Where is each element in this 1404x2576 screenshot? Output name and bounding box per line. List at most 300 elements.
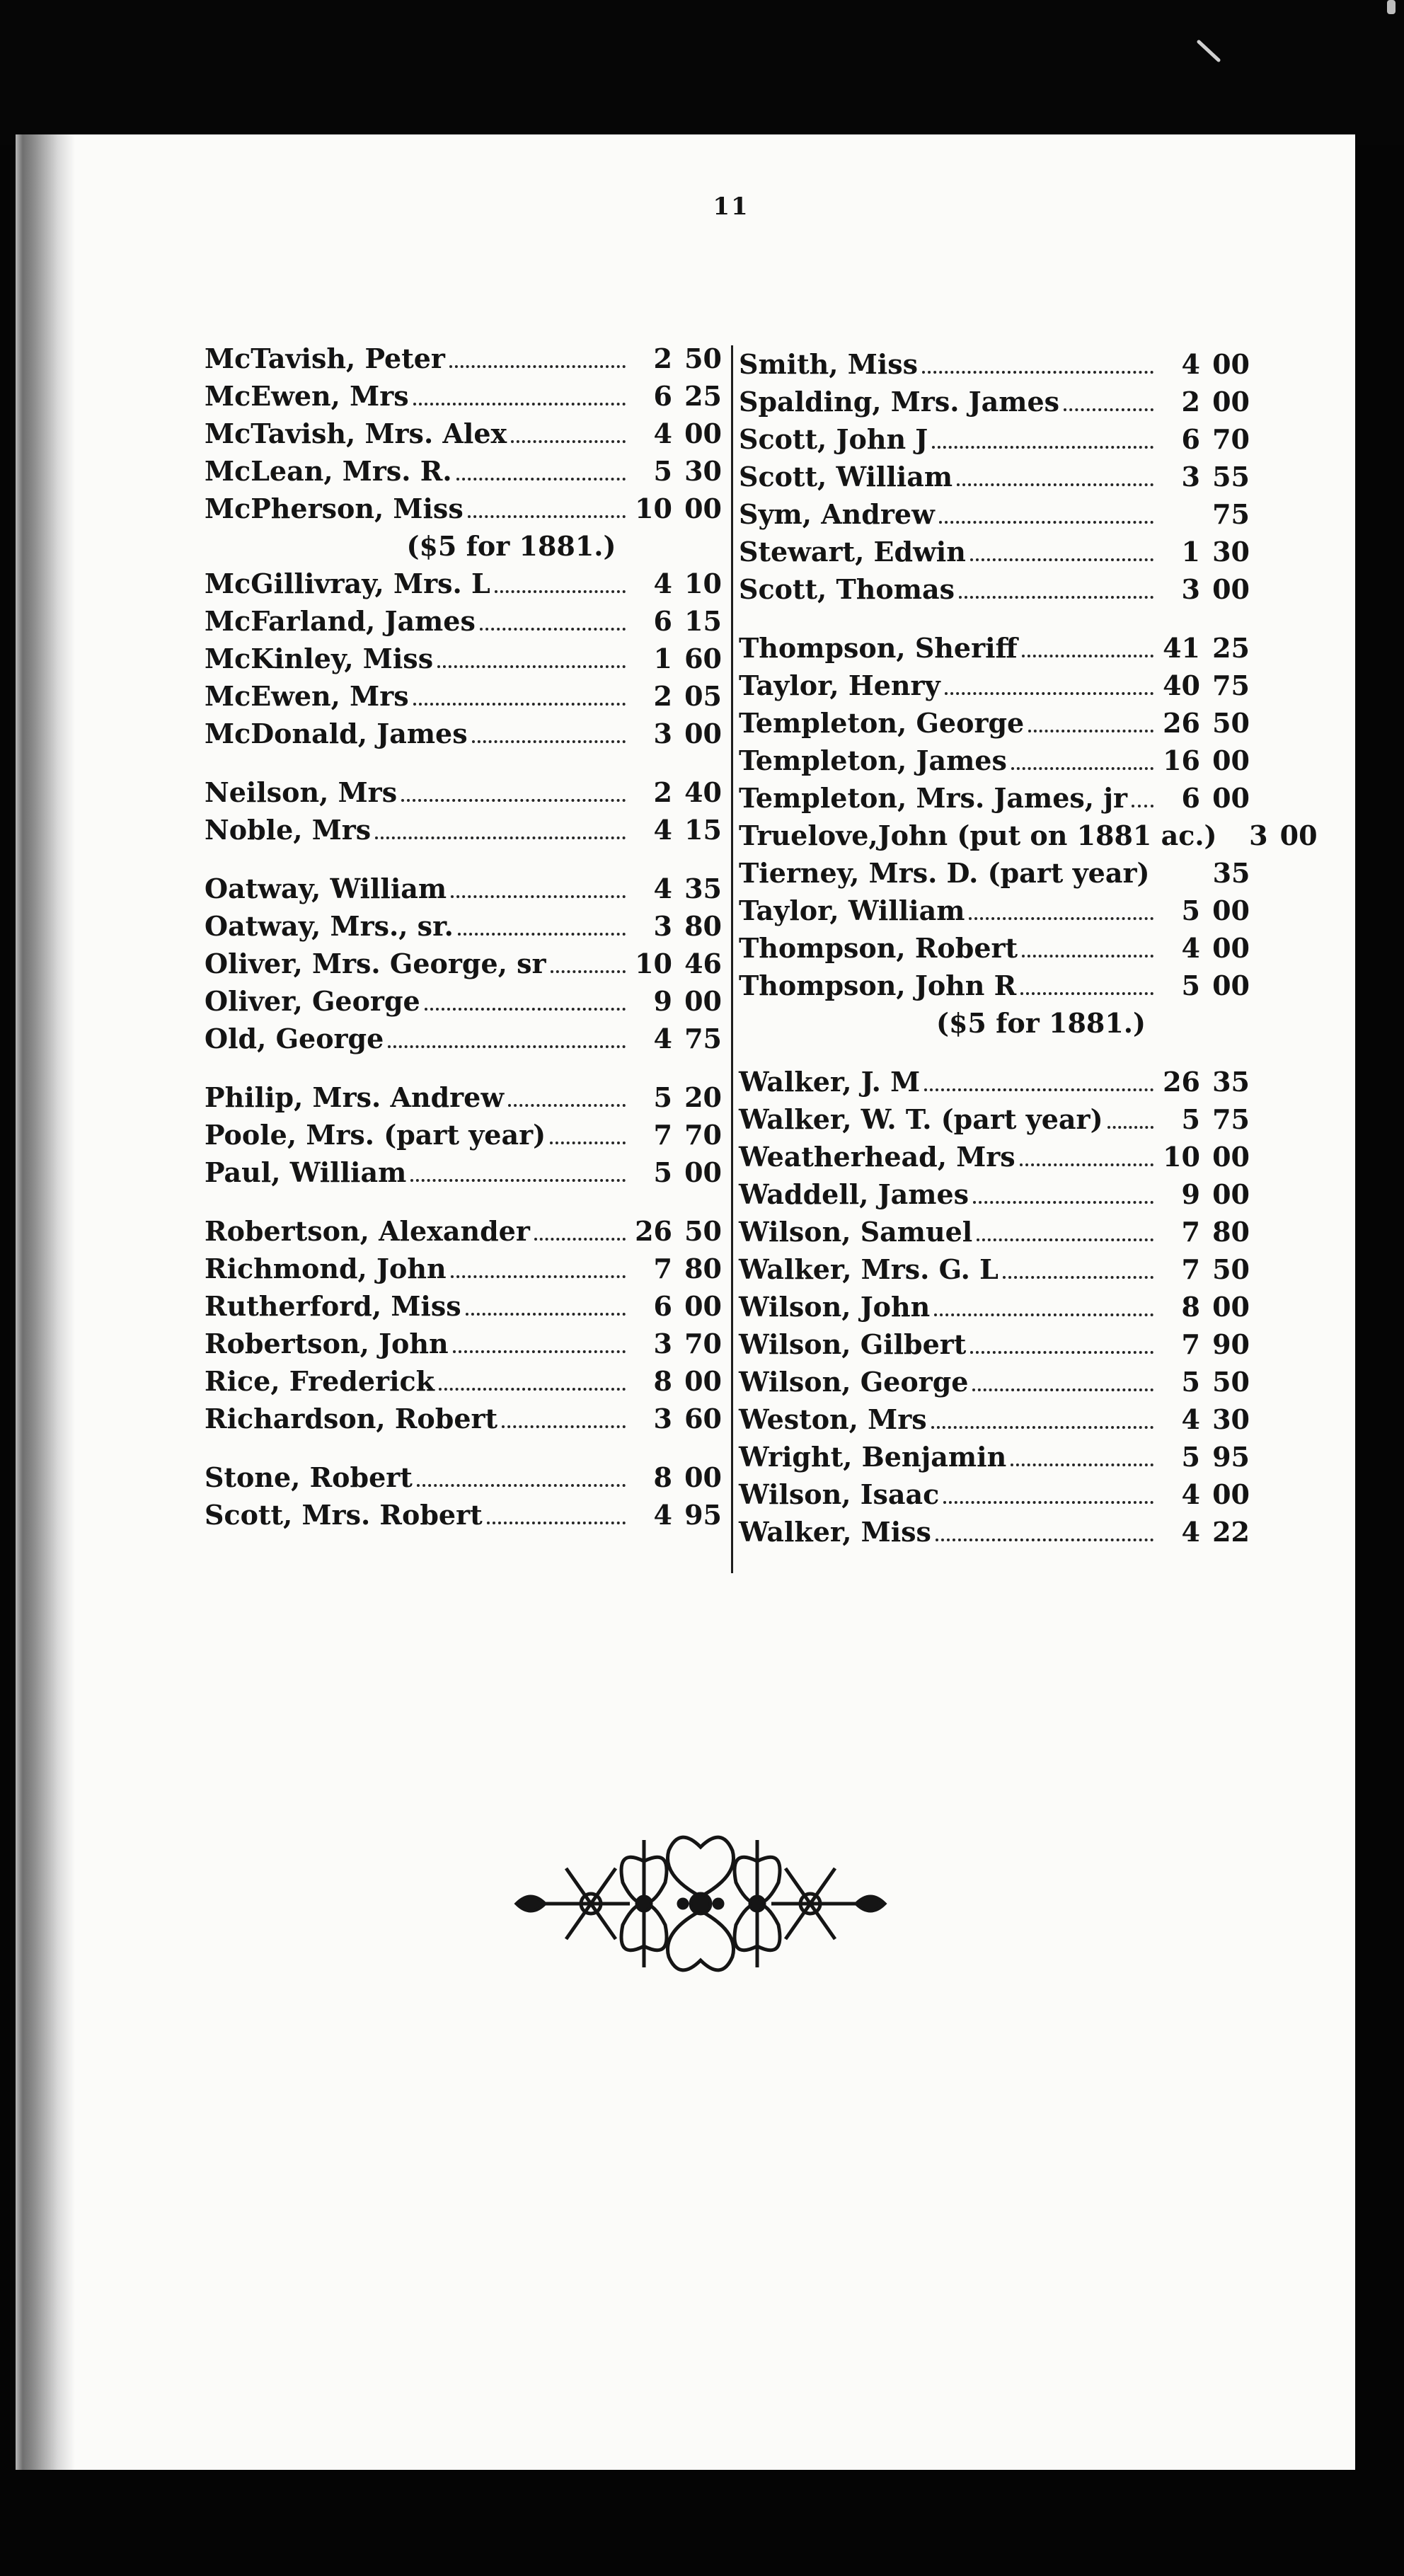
- dot-leader: [502, 1418, 626, 1428]
- subscriber-name: Richardson, Robert: [205, 1403, 498, 1434]
- amount-dollars: 4: [653, 568, 672, 599]
- amount-cents: 70: [684, 1119, 722, 1151]
- amount-dollars: 5: [653, 1081, 672, 1113]
- subscriber-name: Taylor, William: [739, 895, 965, 926]
- amount-cents: 00: [1212, 895, 1250, 926]
- amount-dollars: 3: [1249, 820, 1268, 851]
- scan-background: [0, 0, 1404, 145]
- amount-cents: 00: [1212, 1291, 1250, 1323]
- subscriber-row: [202, 1459, 722, 1496]
- amount-dollars: 10: [635, 948, 672, 979]
- subscriber-row: [202, 1154, 722, 1191]
- amount-cents: 70: [684, 1328, 722, 1359]
- subscriber-name: Walker, J. M: [739, 1066, 921, 1098]
- subscriber-name: Robertson, John: [205, 1328, 449, 1359]
- dot-leader: [401, 792, 626, 802]
- amount-dollars: 4: [653, 1023, 672, 1054]
- amount-cents: 00: [1212, 573, 1250, 605]
- dot-leader: [417, 1477, 626, 1487]
- subscriber-row: [733, 967, 1250, 1004]
- dot-leader: [957, 476, 1153, 486]
- subscriber-name: Oatway, William: [205, 873, 447, 904]
- scan-artifact-icon: [1196, 39, 1221, 64]
- subscriber-row: [202, 1116, 722, 1154]
- amount-cents: 80: [684, 1253, 722, 1284]
- amount-cents: 95: [1212, 1441, 1250, 1473]
- dot-leader: [924, 1081, 1153, 1091]
- subscriber-name: Oliver, Mrs. George, sr: [205, 948, 546, 979]
- amount-cents: 35: [1212, 857, 1250, 889]
- subscriber-name: McTavish, Peter: [205, 343, 445, 374]
- subscriber-name: Old, George: [205, 1023, 384, 1054]
- amount-cents: 05: [684, 680, 722, 712]
- amount-cents: 35: [1212, 1066, 1250, 1098]
- subscriber-name: McDonald, James: [205, 718, 468, 749]
- dot-leader: [973, 1194, 1153, 1204]
- amount-cents: 50: [1212, 707, 1250, 739]
- amount-dollars: 7: [1181, 1253, 1200, 1285]
- subscriber-row: [733, 629, 1250, 667]
- amount-cents: 00: [684, 1365, 722, 1397]
- subscriber-row: [202, 602, 722, 640]
- subscriber-row: [202, 565, 722, 602]
- amount-dollars: 9: [1181, 1178, 1200, 1210]
- amount-cents: 50: [684, 343, 722, 374]
- subscriber-row: [733, 458, 1250, 495]
- subscriber-row: [202, 1212, 722, 1250]
- amount-cents: 25: [684, 380, 722, 412]
- amount-cents: 25: [1212, 632, 1250, 664]
- subscriber-row: [733, 345, 1250, 383]
- dot-leader: [458, 926, 626, 936]
- scan-corner-mark: [1387, 0, 1396, 14]
- amount-cents: 00: [1212, 386, 1250, 418]
- subscriber-name: Wilson, George: [739, 1366, 969, 1398]
- amount-cents: 00: [684, 493, 722, 524]
- amount-dollars: 5: [1181, 895, 1200, 926]
- dot-leader: [931, 1419, 1153, 1429]
- amount-dollars: 26: [1163, 1066, 1200, 1098]
- dot-leader: [487, 1514, 626, 1524]
- subscriber-name: Weatherhead, Mrs: [739, 1141, 1015, 1173]
- note-text: ($5 for 1881.): [936, 1007, 1146, 1039]
- dot-leader: [456, 471, 626, 481]
- amount-dollars: 8: [1181, 1291, 1200, 1323]
- note-text: ($5 for 1881.): [406, 530, 616, 562]
- subscriber-name: McFarland, James: [205, 605, 476, 637]
- amount-dollars: 1: [653, 643, 672, 674]
- amount-dollars: 8: [653, 1365, 672, 1397]
- amount-dollars: 7: [1181, 1328, 1200, 1360]
- amount-dollars: 10: [1163, 1141, 1200, 1173]
- amount-cents: 00: [1279, 820, 1318, 851]
- subscriber-row: [202, 1079, 722, 1116]
- page-number: 11: [713, 192, 749, 221]
- dot-leader: [468, 508, 626, 518]
- amount-dollars: 1: [1181, 536, 1200, 568]
- dot-leader: [375, 829, 626, 839]
- dot-leader: [1064, 401, 1153, 411]
- amount-dollars: 5: [653, 1156, 672, 1188]
- subscriber-name: Thompson, Robert: [739, 932, 1018, 964]
- amount-cents: 00: [1212, 782, 1250, 814]
- subscriber-row: [733, 1326, 1250, 1363]
- amount-cents: 30: [684, 455, 722, 487]
- dot-leader: [922, 364, 1153, 374]
- subscriber-name: Wilson, John: [739, 1291, 931, 1323]
- amount-dollars: 4: [653, 1499, 672, 1531]
- amount-cents: 30: [1212, 536, 1250, 568]
- amount-dollars: 4: [1181, 932, 1200, 964]
- dot-leader: [932, 439, 1153, 449]
- amount-cents: 60: [684, 643, 722, 674]
- subscriber-row: [733, 1363, 1250, 1401]
- subscriber-name: Scott, Mrs. Robert: [205, 1499, 483, 1531]
- subscriber-name: Paul, William: [205, 1156, 407, 1188]
- dot-leader: [388, 1038, 626, 1048]
- subscriber-name: Spalding, Mrs. James: [739, 386, 1060, 418]
- amount-cents: 35: [684, 873, 722, 904]
- amount-dollars: 3: [653, 1328, 672, 1359]
- amount-dollars: 6: [653, 380, 672, 412]
- amount-cents: 00: [1212, 1178, 1250, 1210]
- dot-leader: [977, 1231, 1153, 1241]
- fleuron-ornament-icon: [510, 1819, 892, 1989]
- amount-cents: 75: [1212, 1103, 1250, 1135]
- subscriber-name: Scott, John J: [739, 423, 928, 455]
- amount-dollars: 3: [653, 910, 672, 942]
- amount-cents: 00: [1212, 1478, 1250, 1510]
- subscriber-name: Oliver, George: [205, 985, 420, 1017]
- amount-cents: 00: [1212, 1141, 1250, 1173]
- subscriber-row: [733, 1100, 1250, 1138]
- amount-cents: 75: [1212, 669, 1250, 701]
- subscriber-row: [202, 982, 722, 1020]
- subscriber-name: Oatway, Mrs., sr.: [205, 910, 454, 942]
- dot-leader: [943, 1494, 1153, 1504]
- subscriber-row: [202, 811, 722, 849]
- subscriber-row: [733, 1476, 1250, 1513]
- amount-dollars: 5: [1181, 1366, 1200, 1398]
- amount-cents: 00: [684, 1461, 722, 1493]
- dot-leader: [1022, 648, 1153, 657]
- amount-cents: 00: [1212, 744, 1250, 776]
- amount-dollars: 5: [653, 455, 672, 487]
- dot-leader: [959, 589, 1153, 599]
- subscriber-row: [733, 779, 1250, 817]
- amount-dollars: 2: [1181, 386, 1200, 418]
- subscriber-row: [733, 1401, 1250, 1438]
- dot-leader: [425, 1001, 626, 1011]
- subscriber-row: [202, 1325, 722, 1362]
- subscriber-row: [202, 340, 722, 377]
- dot-leader: [534, 1231, 626, 1241]
- subscriber-name: Rutherford, Miss: [205, 1290, 461, 1322]
- amount-dollars: 3: [653, 1403, 672, 1434]
- section-gap: [733, 1042, 1250, 1063]
- amount-dollars: 6: [1181, 782, 1200, 814]
- dot-leader: [936, 1531, 1153, 1541]
- dot-leader: [1028, 723, 1153, 732]
- subscriber-row: [202, 1287, 722, 1325]
- amount-cents: 55: [1212, 461, 1250, 493]
- amount-cents: 95: [684, 1499, 722, 1531]
- subscriber-row: [202, 1496, 722, 1534]
- subscriber-name: Walker, Miss: [739, 1516, 931, 1548]
- subscriber-row: [733, 1063, 1250, 1100]
- dot-leader: [550, 1134, 626, 1144]
- subscriber-row: [733, 929, 1250, 967]
- subscriber-name: Stone, Robert: [205, 1461, 413, 1493]
- subscriber-row: [733, 1138, 1250, 1175]
- section-gap: [202, 1437, 722, 1459]
- dot-leader: [1107, 1119, 1153, 1129]
- amount-cents: 70: [1212, 423, 1250, 455]
- amount-dollars: 7: [653, 1119, 672, 1151]
- amount-dollars: 6: [653, 605, 672, 637]
- amount-cents: 50: [1212, 1253, 1250, 1285]
- amount-cents: 00: [1212, 970, 1250, 1001]
- dot-leader: [472, 733, 626, 743]
- dot-leader: [495, 583, 626, 593]
- amount-cents: 50: [684, 1215, 722, 1247]
- subscriber-name: Scott, William: [739, 461, 953, 493]
- dot-leader: [508, 1097, 626, 1107]
- subscriber-name: Rice, Frederick: [205, 1365, 435, 1397]
- section-gap: [202, 1057, 722, 1079]
- subscriber-name: Templeton, George: [739, 707, 1025, 739]
- dot-leader: [1003, 1269, 1153, 1279]
- amount-cents: 50: [1212, 1366, 1250, 1398]
- dot-leader: [1020, 985, 1153, 995]
- subscriber-name: Wilson, Samuel: [739, 1216, 973, 1248]
- dot-leader: [939, 514, 1153, 524]
- amount-cents: 60: [684, 1403, 722, 1434]
- amount-dollars: 5: [1181, 970, 1200, 1001]
- subscriber-name: McKinley, Miss: [205, 643, 434, 674]
- amount-cents: 00: [1212, 348, 1250, 380]
- dot-leader: [480, 621, 626, 631]
- subscriber-row: [733, 383, 1250, 420]
- dot-leader: [1011, 760, 1153, 770]
- amount-cents: 30: [1212, 1403, 1250, 1435]
- subscriber-name: Poole, Mrs. (part year): [205, 1119, 546, 1151]
- subscription-note: [733, 1004, 1250, 1042]
- dot-leader: [439, 1381, 626, 1391]
- amount-dollars: 5: [1181, 1103, 1200, 1135]
- subscriber-name: Noble, Mrs: [205, 814, 372, 846]
- amount-dollars: 7: [653, 1253, 672, 1284]
- amount-dollars: 4: [653, 814, 672, 846]
- dot-leader: [945, 685, 1153, 695]
- dot-leader: [1022, 948, 1153, 958]
- amount-dollars: 40: [1163, 669, 1200, 701]
- subscriber-row: [733, 854, 1250, 892]
- amount-cents: 00: [684, 1290, 722, 1322]
- subscriber-row: [202, 1400, 722, 1437]
- right-subscriber-column: [731, 345, 1318, 1573]
- amount-cents: 80: [1212, 1216, 1250, 1248]
- dot-leader: [969, 910, 1153, 920]
- subscriber-name: Walker, W. T. (part year): [739, 1103, 1103, 1135]
- subscriber-row: [733, 1513, 1250, 1551]
- subscriber-row: [202, 870, 722, 907]
- dot-leader: [437, 658, 626, 668]
- dot-leader: [466, 1306, 626, 1316]
- amount-dollars: 2: [653, 776, 672, 808]
- subscriber-name: Richmond, John: [205, 1253, 447, 1284]
- amount-cents: 00: [684, 418, 722, 449]
- subscriber-name: Sym, Andrew: [739, 498, 935, 530]
- amount-cents: 15: [684, 814, 722, 846]
- subscriber-row: [733, 1175, 1250, 1213]
- subscriber-row: [202, 677, 722, 715]
- dot-leader: [449, 358, 626, 368]
- dot-leader: [970, 1344, 1153, 1354]
- dot-leader: [934, 1306, 1153, 1316]
- subscriber-row: [733, 704, 1250, 742]
- subscriber-name: Robertson, Alexander: [205, 1215, 530, 1247]
- subscriber-row: [202, 377, 722, 415]
- dot-leader: [972, 1381, 1153, 1391]
- amount-dollars: 26: [635, 1215, 672, 1247]
- dot-leader: [410, 1172, 626, 1182]
- subscriber-row: [733, 1288, 1250, 1326]
- amount-cents: 00: [684, 718, 722, 749]
- amount-cents: 46: [684, 948, 722, 979]
- subscription-note: [202, 527, 722, 565]
- amount-cents: 10: [684, 568, 722, 599]
- subscriber-row: [202, 1020, 722, 1057]
- dot-leader: [551, 963, 626, 973]
- subscriber-name: Smith, Miss: [739, 348, 919, 380]
- section-gap: [202, 752, 722, 774]
- subscriber-row: [202, 490, 722, 527]
- subscriber-name: Tierney, Mrs. D. (part year): [739, 857, 1150, 889]
- subscriber-row: [733, 570, 1250, 608]
- amount-dollars: 9: [653, 985, 672, 1017]
- amount-cents: 00: [1212, 932, 1250, 964]
- subscriber-row: [202, 1250, 722, 1287]
- subscriber-row: [733, 742, 1250, 779]
- amount-cents: 75: [1212, 498, 1250, 530]
- section-gap: [202, 1191, 722, 1212]
- amount-dollars: 6: [653, 1290, 672, 1322]
- amount-dollars: 26: [1163, 707, 1200, 739]
- subscriber-name: Taylor, Henry: [739, 669, 940, 701]
- amount-dollars: 4: [653, 418, 672, 449]
- amount-dollars: 4: [1181, 1516, 1200, 1548]
- dot-leader: [511, 433, 626, 443]
- amount-cents: 90: [1212, 1328, 1250, 1360]
- subscriber-name: Templeton, Mrs. James, jr: [739, 782, 1128, 814]
- amount-dollars: 5: [1181, 1441, 1200, 1473]
- subscriber-row: [733, 1438, 1250, 1476]
- subscriber-name: Weston, Mrs: [739, 1403, 927, 1435]
- dot-leader: [1132, 798, 1153, 807]
- subscriber-row: [733, 420, 1250, 458]
- subscriber-row: [202, 1362, 722, 1400]
- dot-leader: [413, 396, 626, 406]
- subscriber-name: McGillivray, Mrs. L: [205, 568, 490, 599]
- amount-dollars: 3: [653, 718, 672, 749]
- amount-dollars: 4: [653, 873, 672, 904]
- subscriber-name: Philip, Mrs. Andrew: [205, 1081, 505, 1113]
- subscriber-row: [733, 1213, 1250, 1250]
- amount-dollars: 41: [1163, 632, 1200, 664]
- subscriber-name: McTavish, Mrs. Alex: [205, 418, 507, 449]
- subscriber-row: [202, 907, 722, 945]
- subscriber-row: [733, 667, 1250, 704]
- subscriber-name: Scott, Thomas: [739, 573, 955, 605]
- dot-leader: [413, 696, 626, 706]
- subscriber-row: [202, 452, 722, 490]
- page-edge-shadow: [16, 134, 75, 2470]
- amount-dollars: 2: [653, 343, 672, 374]
- amount-cents: 75: [684, 1023, 722, 1054]
- subscriber-name: Neilson, Mrs: [205, 776, 398, 808]
- subscriber-name: Truelove,John (put on 1881 ac.): [739, 820, 1217, 851]
- amount-dollars: 6: [1181, 423, 1200, 455]
- left-subscriber-column: [202, 340, 722, 1534]
- dot-leader: [451, 1268, 626, 1278]
- subscriber-name: Walker, Mrs. G. L: [739, 1253, 999, 1285]
- amount-dollars: 3: [1181, 573, 1200, 605]
- dot-leader: [451, 888, 626, 898]
- dot-leader: [1011, 1456, 1153, 1466]
- subscriber-name: McEwen, Mrs: [205, 680, 409, 712]
- subscriber-name: McPherson, Miss: [205, 493, 464, 524]
- subscriber-name: McLean, Mrs. R.: [205, 455, 452, 487]
- dot-leader: [970, 551, 1153, 561]
- amount-dollars: 7: [1181, 1216, 1200, 1248]
- amount-cents: 00: [684, 1156, 722, 1188]
- amount-dollars: 4: [1181, 1478, 1200, 1510]
- subscriber-name: Stewart, Edwin: [739, 536, 966, 568]
- dot-leader: [453, 1343, 626, 1353]
- amount-cents: 00: [684, 985, 722, 1017]
- amount-dollars: 8: [653, 1461, 672, 1493]
- subscriber-name: Thompson, Sheriff: [739, 632, 1018, 664]
- subscriber-row: [202, 715, 722, 752]
- subscriber-name: Wilson, Isaac: [739, 1478, 940, 1510]
- subscriber-row: [733, 495, 1250, 533]
- subscriber-row: [733, 892, 1250, 929]
- subscriber-row: [733, 533, 1250, 570]
- amount-dollars: 10: [635, 493, 672, 524]
- subscriber-name: Wilson, Gilbert: [739, 1328, 967, 1360]
- subscriber-row: [733, 817, 1318, 854]
- amount-cents: 80: [684, 910, 722, 942]
- amount-dollars: 3: [1181, 461, 1200, 493]
- subscriber-name: Waddell, James: [739, 1178, 969, 1210]
- subscriber-row: [202, 945, 722, 982]
- amount-dollars: 2: [653, 680, 672, 712]
- amount-dollars: 4: [1181, 348, 1200, 380]
- subscriber-row: [733, 1250, 1250, 1288]
- dot-leader: [1020, 1156, 1153, 1166]
- subscriber-row: [202, 640, 722, 677]
- amount-dollars: 4: [1181, 1403, 1200, 1435]
- subscriber-name: Thompson, John R: [739, 970, 1017, 1001]
- amount-cents: 20: [684, 1081, 722, 1113]
- amount-dollars: 16: [1163, 744, 1200, 776]
- subscriber-name: McEwen, Mrs: [205, 380, 409, 412]
- section-gap: [733, 608, 1250, 629]
- section-gap: [202, 849, 722, 870]
- subscriber-name: Templeton, James: [739, 744, 1007, 776]
- subscriber-row: [202, 774, 722, 811]
